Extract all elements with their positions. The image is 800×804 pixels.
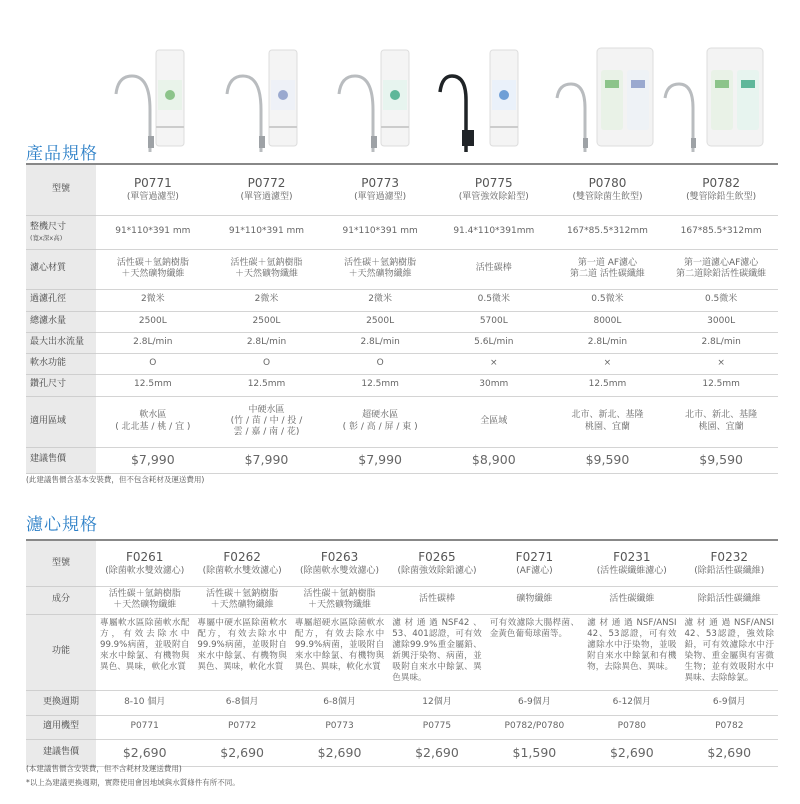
spec-header-2: P0773 (單管過濾型)	[323, 164, 437, 215]
product-image-p0782	[663, 40, 776, 155]
filter-cycle-note: *以上為建議更換週期，實際使用會因地域與水質條件有所不同。	[26, 778, 240, 787]
filter-header-2: F0263 (除菌軟水雙效濾心)	[291, 540, 388, 586]
spec-row-pore	[26, 289, 778, 311]
cell: O	[96, 353, 210, 374]
filter-header-6: F0232 (除鉛活性碳纖維)	[681, 540, 778, 586]
cell: 167*85.5*312mm	[551, 215, 665, 249]
label-price: 建議售價	[26, 739, 96, 766]
cell: 超硬水區 ( 彰 / 高 / 屏 / 東 )	[323, 396, 437, 447]
spec-row-material	[26, 249, 778, 289]
cell: 活性碳＋氫鈉樹脂 ＋天然礦物纖維	[323, 249, 437, 289]
cell: 2微米	[96, 289, 210, 311]
filter-row-ingredients	[26, 586, 778, 614]
spec-row-region	[26, 396, 778, 447]
cell: 可有效濾除大腸桿菌、金黃色葡萄球菌等。	[486, 614, 583, 690]
filter-header-3: F0265 (除菌強效除鉛濾心)	[388, 540, 485, 586]
label-softening: 軟水功能	[26, 353, 96, 374]
filter-header-5: F0231 (活性碳纖維濾心)	[583, 540, 680, 586]
filter-header-0: F0261 (除菌軟水雙效濾心)	[96, 540, 193, 586]
label-model: 型號	[26, 164, 96, 215]
cell: 活性碳＋氫鈉樹脂 ＋天然礦物纖維	[193, 586, 290, 614]
filter-header-row	[26, 540, 778, 586]
cell: 軟水區 ( 北北基 / 桃 / 宜 )	[96, 396, 210, 447]
cell: 0.5微米	[437, 289, 551, 311]
cell: 6-8個月	[193, 690, 290, 715]
price-cell: $7,990	[210, 447, 324, 473]
label-cycle: 更換週期	[26, 690, 96, 715]
cell: 活性碳＋氫鈉樹脂 ＋天然礦物纖維	[96, 586, 193, 614]
cell: O	[210, 353, 324, 374]
cell: 活性碳＋氫鈉樹脂 ＋天然礦物纖維	[96, 249, 210, 289]
cell: 2500L	[210, 311, 324, 332]
cell: ×	[551, 353, 665, 374]
cell: 0.5微米	[551, 289, 665, 311]
cell: 6-9個月	[681, 690, 778, 715]
cell: 91*110*391 mm	[323, 215, 437, 249]
price-cell: $2,690	[96, 739, 193, 766]
cell: 專屬軟水區除菌軟水配方，有效去除水中99.9%病菌，並吸附自來水中餘氯、有機物與異色、異味，軟化水質	[96, 614, 193, 690]
label-material: 濾心材質	[26, 249, 96, 289]
filter-header-4: F0271 (AF濾心)	[486, 540, 583, 586]
cell: 91.4*110*391mm	[437, 215, 551, 249]
spec-header-0: P0771 (單管過濾型)	[96, 164, 210, 215]
price-cell: $8,900	[437, 447, 551, 473]
cell: 8000L	[551, 311, 665, 332]
cell: P0780	[583, 715, 680, 739]
cell: 礦物纖維	[486, 586, 583, 614]
product-image-p0775	[436, 40, 549, 155]
cell: 2.8L/min	[210, 332, 324, 353]
cell: 2.8L/min	[323, 332, 437, 353]
label-price: 建議售價	[26, 447, 96, 473]
spec-row-size	[26, 215, 778, 249]
cell: 2微米	[323, 289, 437, 311]
label-size: 整機尺寸 (寬x深x高)	[26, 215, 96, 249]
price-cell: $2,690	[681, 739, 778, 766]
cell: 6-9個月	[486, 690, 583, 715]
cell: P0782/P0780	[486, 715, 583, 739]
cell: 第一道濾心AF濾心 第二道除鉛活性碳纖維	[664, 249, 778, 289]
price-cell: $1,590	[486, 739, 583, 766]
product-spec-table	[26, 163, 778, 474]
price-cell: $2,690	[291, 739, 388, 766]
cell: 濾材通過NSF/ANSI 42、53認證，可有效濾除水中汙染物，並吸附自來水中餘氯和有機物，去除異色、異味。	[583, 614, 680, 690]
cell: 活性碳＋氫鈉樹脂 ＋天然礦物纖維	[291, 586, 388, 614]
cell: 除鉛活性碳纖維	[681, 586, 778, 614]
product-image-p0780	[549, 40, 662, 155]
cell: 2.8L/min	[664, 332, 778, 353]
cell: ×	[664, 353, 778, 374]
cell: 30mm	[437, 374, 551, 396]
cell: 3000L	[664, 311, 778, 332]
spec-row-flow	[26, 332, 778, 353]
cell: 專屬中硬水區除菌軟水配方，有效去除水中99.9%病菌，並吸附自來水中餘氯、有機物與異色、異味，軟化水質	[193, 614, 290, 690]
cell: 12.5mm	[210, 374, 324, 396]
cell: 2微米	[210, 289, 324, 311]
spec-header-3: P0775 (單管強效除鉛型)	[437, 164, 551, 215]
spec-header-1: P0772 (單管過濾型)	[210, 164, 324, 215]
cell: 8-10 個月	[96, 690, 193, 715]
price-cell: $2,690	[388, 739, 485, 766]
spec-header-5: P0782 (雙管除鉛生飲型)	[664, 164, 778, 215]
filter-spec-table	[26, 539, 778, 767]
label-pore: 過濾孔徑	[26, 289, 96, 311]
filter-row-models	[26, 715, 778, 739]
filter-price-note: (本建議售價含安裝費，但不含耗材及運送費用)	[26, 764, 182, 773]
price-cell: $7,990	[96, 447, 210, 473]
filter-row-cycle	[26, 690, 778, 715]
price-cell: $9,590	[664, 447, 778, 473]
filter-header-1: F0262 (除菌軟水雙效濾心)	[193, 540, 290, 586]
cell: P0772	[193, 715, 290, 739]
product-image-p0772	[209, 40, 322, 155]
cell: 2.8L/min	[96, 332, 210, 353]
cell: 2500L	[323, 311, 437, 332]
product-image-p0773	[323, 40, 436, 155]
cell: 北市、新北、基隆 桃園、宜蘭	[664, 396, 778, 447]
filter-row-price	[26, 739, 778, 766]
spec-row-softening	[26, 353, 778, 374]
cell: 濾材通過NSF/ANSI 42、53認證，強效除鉛，可有效濾除水中汙染物、重金屬與有害微生物；並有效吸附水中異味、去除餘氯。	[681, 614, 778, 690]
cell: 6-8個月	[291, 690, 388, 715]
filter-row-function	[26, 614, 778, 690]
cell: 中硬水區 (竹 / 苗 / 中 / 投 / 雲 / 嘉 / 南 / 花)	[210, 396, 324, 447]
price-cell: $7,990	[323, 447, 437, 473]
spec-header-row	[26, 164, 778, 215]
cell: 0.5微米	[664, 289, 778, 311]
cell: P0782	[681, 715, 778, 739]
cell: 91*110*391 mm	[96, 215, 210, 249]
cell: 12個月	[388, 690, 485, 715]
product-images-row	[96, 40, 776, 155]
spec-price-note: (此建議售價含基本安裝費，但不包含耗材及運送費用)	[26, 475, 205, 484]
cell: 濾材通過NSF42、53、401認證，可有效濾除99.9%重金屬鉛、新興汙染物、病菌，並吸附自來水中餘氯、異色異味。	[388, 614, 485, 690]
label-function: 功能	[26, 614, 96, 690]
spec-row-drill	[26, 374, 778, 396]
spec-header-4: P0780 (雙管除菌生飲型)	[551, 164, 665, 215]
label-flow: 最大出水流量	[26, 332, 96, 353]
cell: 2500L	[96, 311, 210, 332]
cell: 12.5mm	[96, 374, 210, 396]
label-ingredients: 成分	[26, 586, 96, 614]
cell: 2.8L/min	[551, 332, 665, 353]
cell: 12.5mm	[551, 374, 665, 396]
price-cell: $2,690	[583, 739, 680, 766]
label-drill: 鑽孔尺寸	[26, 374, 96, 396]
cell: 活性碳棒	[388, 586, 485, 614]
cell: 活性碳棒	[437, 249, 551, 289]
cell: P0771	[96, 715, 193, 739]
cell: 6-12個月	[583, 690, 680, 715]
cell: 91*110*391 mm	[210, 215, 324, 249]
cell: 活性碳＋氫鈉樹脂 ＋天然礦物纖維	[210, 249, 324, 289]
price-cell: $9,590	[551, 447, 665, 473]
label-models: 適用機型	[26, 715, 96, 739]
filter-spec-title: 濾心規格	[26, 515, 98, 535]
cell: 167*85.5*312mm	[664, 215, 778, 249]
price-cell: $2,690	[193, 739, 290, 766]
label-model: 型號	[26, 540, 96, 586]
spec-row-volume	[26, 311, 778, 332]
cell: 第一道 AF濾心 第二道 活性碳纖維	[551, 249, 665, 289]
spec-row-price	[26, 447, 778, 473]
product-image-p0771	[96, 40, 209, 155]
cell: P0773	[291, 715, 388, 739]
cell: 北市、新北、基隆 桃園、宜蘭	[551, 396, 665, 447]
cell: 12.5mm	[323, 374, 437, 396]
cell: O	[323, 353, 437, 374]
cell: ×	[437, 353, 551, 374]
cell: P0775	[388, 715, 485, 739]
cell: 12.5mm	[664, 374, 778, 396]
cell: 專屬超硬水區除菌軟水配方，有效去除水中99.9%病菌，並吸附自來水中餘氯、有機物與異色、異味，軟化水質	[291, 614, 388, 690]
label-volume: 總濾水量	[26, 311, 96, 332]
cell: 活性碳纖維	[583, 586, 680, 614]
cell: 全區域	[437, 396, 551, 447]
cell: 5700L	[437, 311, 551, 332]
cell: 5.6L/min	[437, 332, 551, 353]
label-region: 適用區域	[26, 396, 96, 447]
product-spec-title: 產品規格	[26, 144, 98, 164]
